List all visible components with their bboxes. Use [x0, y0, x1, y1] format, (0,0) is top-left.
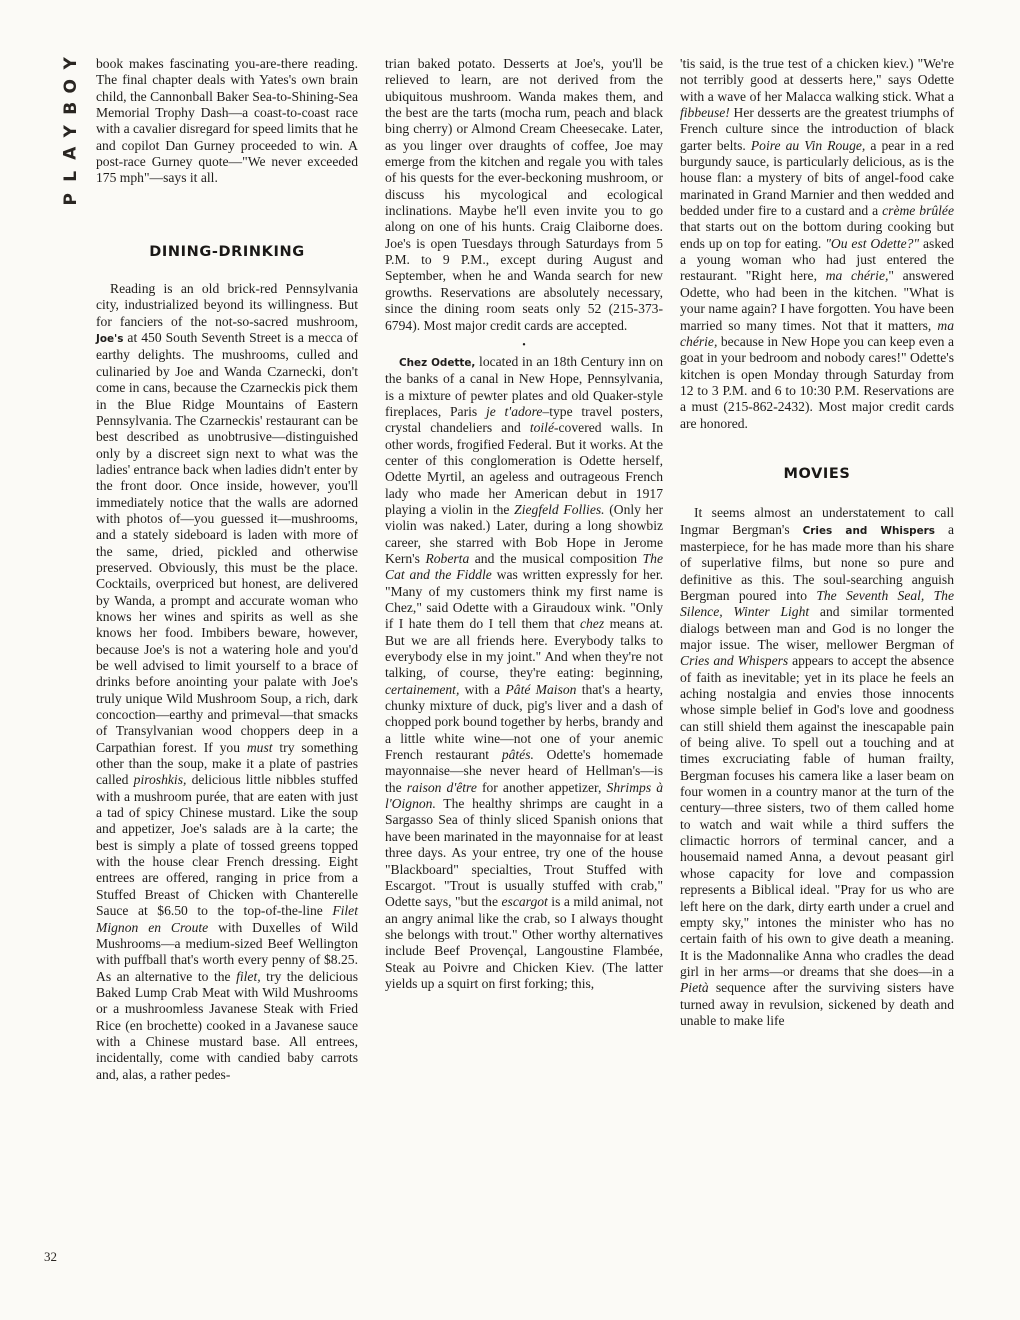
italic-run: The Cat and the Fiddle: [385, 550, 663, 583]
text-run: for another appetizer,: [476, 779, 607, 795]
italic-run: raison d'être: [406, 779, 477, 795]
italic-run: je t'adore: [485, 403, 543, 419]
section-heading-movies: MOVIES: [783, 465, 851, 482]
joes-review-paragraph: [96, 281, 358, 1083]
italic-run: Ziegfeld Follies.: [514, 501, 605, 517]
text-run: 'tis said, is the true test of a chicken kiev.) "We're not terribly good at desserts here," says Odette with a wave of her Malacca walking stick. What a: [680, 56, 954, 104]
restaurant-name-joes: Joe's: [96, 333, 124, 346]
text-run: sequence after the surviving sisters have turned away in revulsion, sickened by death and unable to make life: [680, 980, 954, 1028]
text-run: a masterpiece, for he has made more than his share of superlative films, but none so pure and definitive as this. The soul-searching anguish Bergman poured into: [680, 521, 955, 603]
italic-run: ma chérie,: [825, 268, 889, 284]
page-number: 32: [44, 1249, 57, 1264]
italic-run: chez: [579, 616, 605, 632]
column-1: [96, 56, 358, 1083]
text-run: that's a hearty, chunky mixture of duck, pig's liver and a dash of chopped pork bound together by herbs, brandy and a little white wine—not one of your anemic French restaurant: [385, 681, 663, 763]
italic-run: piroshkis,: [133, 772, 187, 788]
text-run: It seems almost an understatement to call Ingmar Bergman's: [680, 505, 954, 537]
text-run: and the musical composition: [469, 550, 643, 566]
text-run: -covered walls. In other words, frogified Federal. But it works. At the center of this conglomeration is Odette herself, Odette Myrtil, an ageless and outrageous French lady who made her American debut in 1917 playing a violin in the: [385, 420, 664, 517]
text-run: Reading is an old brick-red Pennsylvania city, industrialized beyond its willingness. But for fanciers of the not-so-sacred mushroom,: [96, 281, 358, 329]
italic-run: Pâté Maison: [505, 681, 577, 697]
film-title-cries-and-whispers: Cries and Whispers: [802, 524, 935, 537]
text-run: a pear in a red burgundy sauce, is particularly delicious, as is the house flan: a mystery of bits of angel-food cake marinated in Grand Marnier and then wedded and bedded under fire to a custard and a: [680, 137, 954, 219]
text-run: " answered Odette, who had been in the kitchen. "What is your name again? I have forgotten. You have been married so many times. Not that it matters,: [680, 268, 954, 333]
text-run: is a mild animal, not an angry animal like the crab, so I always thought she belongs with trout." Other worthy alternatives include Beef Provençal, Langoustine Flambée, Steak au Poivre and Chicken Kiev. (The latter yields up a squirt on first forking; this,: [385, 894, 663, 991]
text-run: appears to accept the absence of faith as inevitable; yet in its place he feels an aching nostalgia and envies those innocents whose simple belief in God's love and goodness can still shield them against the inescapable pain of being alive. To spell out a touching and at times excruciating fable of human frailty, Bergman focuses his camera like a laser beam on four women in a country manor at the turn of the century—three sisters, two of them called home to watch and wait while a third suffers the climactic horrors of terminal cancer, and a housemaid named Anna, a devout peasant girl whose capacity for love and compassion represents a Biblical ideal. "Pray for us who are left here on the dark, dirty earth under a cruel and empty sky," intones the minister who has no certain faith of his own to give death a meaning. It is the Madonnalike Anna who cradles the dead girl in her arms—or dreams that she does—in a: [680, 653, 954, 979]
text-run: at 450 South Seventh Street is a mecca of earthy delights. The mushrooms, culled and culinaried by Joe and Wanda Czarnecki, don't come in cans, because the Czarneckis pick them in the Blue Ridge Mountains of Eastern Pennsylvania. The Czarneckis' restaurant can be best described as unobtrusive—distinguished only by a discreet sign next to what was the ladies' entrance back when ladies didn't enter by the front door. Once inside, however, you'll immediately notice that the walls are adorned with photos of—you guessed it—mushrooms, and a stately sideboard is laden with more of the same, dried, pickled and otherwise preserved. Obviously, this must be the place. Cocktails, overpriced but honest, are delivered by Wanda, a prompt and accurate woman who knows her wines and spirits as well as she knows her food. Imbibers beware, however, because Joe's is not a watering hole and you'd be well advised to limit yourself to a brace of drinks before anointing your palate with Joe's truly unique Wild Mushroom Soup, a rich, dark concoction—earthy and primeval—that smacks of Transylvanian wood choppers deep in a Carpathian forest. If you: [96, 330, 358, 755]
text-run: was written expressly for her. "Many of my customers think my first name is Chez," said Odette with a Giraudoux wink. "Only if I hate them do I tell them that: [385, 567, 663, 632]
text-run: Odette's homemade mayonnaise—she never heard of Hellman's—is the: [385, 747, 663, 795]
restaurant-name-chez-odette: Chez Odette,: [399, 356, 476, 369]
text-run: with a: [459, 681, 506, 697]
italic-run: Poire au Vin Rouge,: [750, 137, 866, 153]
italic-run: certainement,: [385, 681, 460, 697]
text-run: located in an 18th Century inn on the banks of a canal in New Hope, Pennsylvania, is a mixture of pewter plates and old Quaker-style fireplaces, Paris: [385, 353, 663, 419]
italic-run: crème brûlée: [882, 203, 955, 219]
text-run: and similar tormented dialogs between man and God is no longer the major issue. The wiser, mellower Bergman of: [680, 604, 954, 652]
italic-run: escargot: [501, 894, 548, 910]
masthead-letter: L: [60, 170, 81, 182]
text-run: try something other than the soup, make it a plate of pastries called: [96, 739, 358, 788]
masthead-letter: Y: [60, 57, 81, 70]
text-run: delicious little nibbles stuffed with a mushroom purée, that are eaten with just a tad of spicy Chinese mustard. Like the soup and appetizer, Joe's salads are à la carte; the best is simply a plate of tossed greens topped with the house clear French dressing. Eight entrees are offered, ranging in price from a Stuffed Breast of Chicken with Chanterelle Sauce at $6.50 to the top-of-the-line: [96, 772, 358, 919]
italic-run: Shrimps à l'Oignon.: [385, 779, 664, 812]
masthead: [54, 52, 88, 210]
joes-review-continued: trian baked potato. Desserts at Joe's, you'll be relieved to learn, are not derived from the ubiquitous mushroom. Wanda makes them, and the best are the tarts (mocha rum, peach and black bing cherry) or Almond Cream Cheesecake. Later, as you linger over draughts of coffee, Joe may emerge from the kitchen and regale you with tales of his quests for the ever-beckoning mushroom, or discuss his mycological and ecological inclinations. Maybe he'll even invite you to go along on one of his hunts. Craig Claiborne does. Joe's is open Tuesdays through Saturdays from 5 P.M. to 9 P.M., except during August and September, when he and Wanda search for new growths. Reservations are absolutely necessary, since the dining room seats only 52 (215-373-6794). Most major credit cards are accepted.: [385, 56, 663, 333]
italic-run: must: [246, 739, 273, 755]
text-run: The healthy shrimps are caught in a Sargasso Sea of thinly sliced Spanish onions that have been marinated in the mayonnaise for at least three days. As your entree, try one of the house "Blackboard" specialties, Trout Stuffed with Escargot. "Trout is usually stuffed with crab," Odette says, "but the: [385, 796, 663, 910]
masthead-letter: O: [60, 78, 81, 94]
italic-run: Pietà: [680, 980, 709, 996]
chez-odette-review-paragraph: [385, 354, 663, 992]
text-run: with Duxelles of Wild Mushrooms—a medium-sized Beef Wellington with puffball that's worth every penny of $8.25. As an alternative to the: [96, 919, 358, 984]
text-run: that starts out on the bottom during cooking but ends up on top for eating.: [680, 219, 954, 251]
text-run: –type travel posters, crystal chandeliers and: [385, 403, 663, 436]
italic-run: The Seventh Seal, The Silence, Winter Light: [680, 587, 954, 620]
italic-run: filet,: [236, 968, 261, 984]
book-review-ending: book makes fascinating you-are-there reading. The final chapter deals with Yates's own brain child, the Cannonball Baker Sea-to-Shining-Sea Memorial Trophy Dash—a coast-to-coast race with a cavalier disregard for speed limits that he and copilot Dan Gurney proceeded to win. A post-race Gurney quote—"We never exceeded 175 mph"—says it all.: [96, 56, 358, 186]
italic-run: toilé: [529, 420, 554, 436]
italic-run: Roberta: [425, 550, 470, 566]
text-run: (Only her violin was naked.) Later, during a long showbiz career, she starred with Bob Hope in Jerome Kern's: [385, 501, 664, 566]
section-heading-dining: DINING-DRINKING: [149, 243, 305, 260]
item-separator: •: [522, 339, 526, 351]
italic-run: fibbeuse!: [680, 105, 730, 121]
masthead-letter: A: [60, 147, 81, 161]
column-2: [385, 56, 663, 992]
masthead-letter: B: [60, 102, 81, 115]
text-run: try the delicious Baked Lump Crab Meat with Wild Mushrooms or a mushroomless Javanese Steak with Fried Rice (en brochette) cooked in a Javanese sauce with a Chinese mustard base. All entrees, incidentally, come with candied baby carrots and, alas, a rather pedes-: [96, 968, 358, 1082]
chez-odette-review-continued: [680, 56, 954, 432]
text-run: means at. But we are all friends here. Everybody talks to everybody else in my joint." And when they're not talking, of course, they're eating: beginning,: [385, 616, 663, 681]
movie-review-paragraph: [680, 505, 954, 1029]
italic-run: Cries and Whispers: [680, 653, 789, 669]
column-3: [680, 56, 954, 1029]
italic-run: "Ou est Odette?": [825, 235, 920, 251]
italic-run: Filet Mignon en Croute: [96, 903, 358, 935]
text-run: Her desserts are the greatest triumphs of French culture since the introduction of black garter belts.: [680, 105, 954, 153]
masthead-letter: Y: [60, 124, 81, 138]
italic-run: ma chérie,: [680, 317, 954, 349]
text-run: asked a young woman who had just entered the restaurant. "Right here,: [680, 235, 954, 284]
italic-run: pâtés.: [501, 747, 534, 763]
masthead-letter: P: [60, 192, 81, 206]
text-run: because in New Hope you can keep even a goat in your bedroom and nobody cares!" Odette's kitchen is open Monday through Saturday from 12 to 3 P.M. and 6 to 10:30 P.M. Reservations are a must (215-862-2432). Most major credit cards are honored.: [680, 333, 954, 431]
